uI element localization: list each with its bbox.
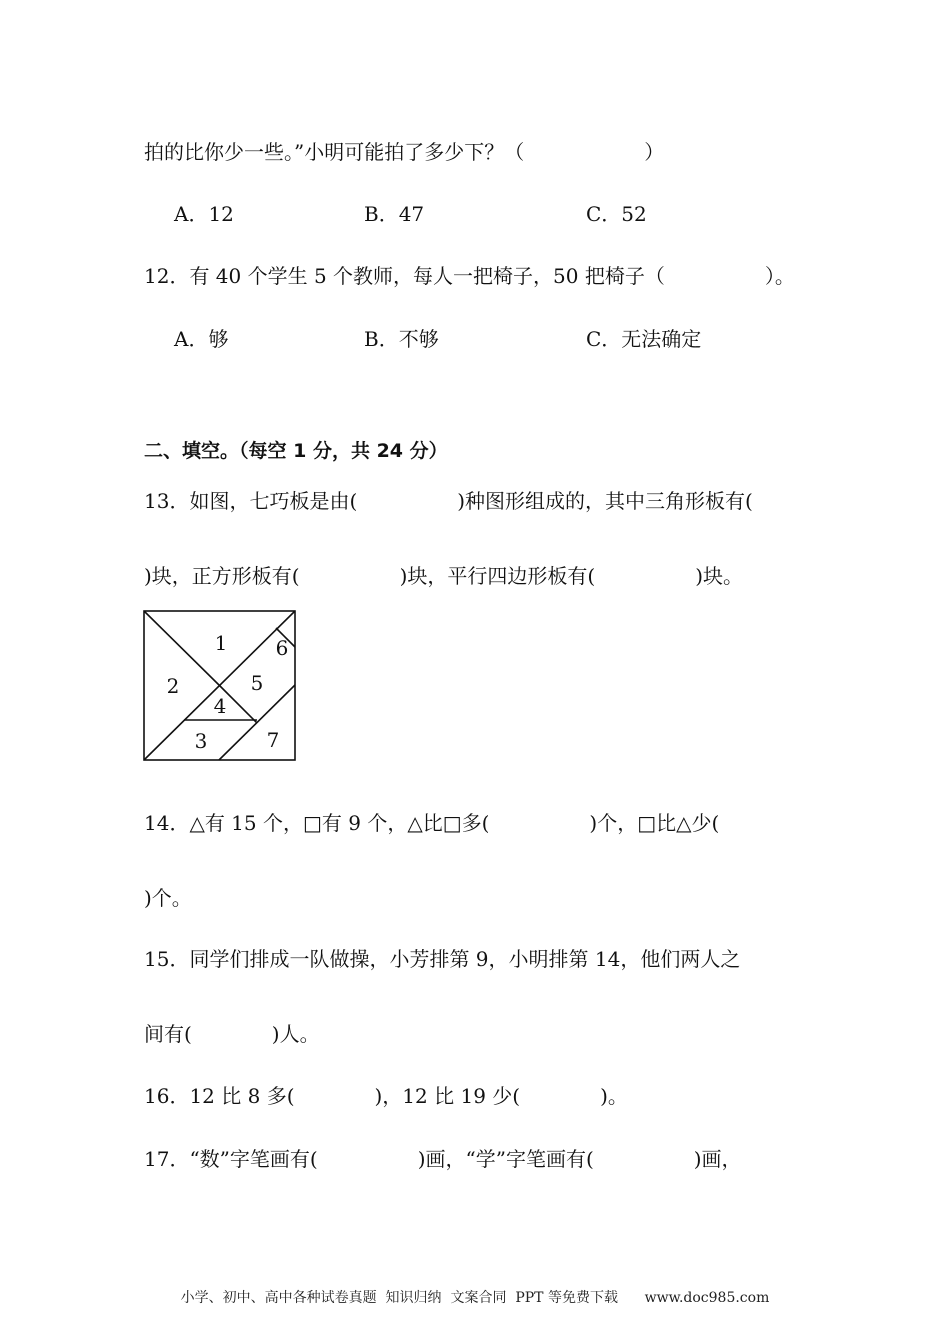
q12-stem: 12．有 40 个学生 5 个教师，每人一把椅子，50 把椅子（ ）。 [144, 264, 795, 288]
tangram-label-7: 7 [266, 728, 280, 752]
q12-option-c: C．无法确定 [586, 327, 702, 351]
q14-line-2: )个。 [144, 886, 192, 910]
q15-line-2: 间有( )人。 [144, 1022, 320, 1046]
q11-option-b: B．47 [364, 202, 425, 226]
tangram-label-5: 5 [250, 671, 264, 695]
q13-line-1: 13．如图，七巧板是由( )种图形组成的，其中三角形板有( [144, 489, 753, 513]
q16-text: 16．12 比 8 多( )，12 比 19 少( )。 [144, 1084, 628, 1108]
q13-line-2: )块，正方形板有( )块，平行四边形板有( )块。 [144, 564, 744, 588]
tangram-label-3: 3 [194, 729, 208, 753]
q12-option-b: B．不够 [364, 327, 439, 351]
tangram-label-1: 1 [214, 631, 228, 655]
q11-option-c: C．52 [586, 202, 647, 226]
q17-text: 17．“数”字笔画有( )画，“学”字笔画有( )画， [144, 1147, 742, 1171]
q12-option-a: A．够 [174, 327, 229, 351]
footer: 小学、初中、高中各种试卷真题 知识归纳 文案合同 PPT 等免费下载 www.doc985.com [180, 1290, 770, 1306]
tangram-label-4: 4 [213, 694, 227, 718]
q14-line-1: 14．△有 15 个，□有 9 个，△比□多( )个，□比△少( [144, 811, 720, 835]
tangram-figure [143, 610, 296, 761]
q11-continuation: 拍的比你少一些。”小明可能拍了多少下？（ ） [144, 140, 665, 164]
q15-line-1: 15．同学们排成一队做操，小芳排第 9，小明排第 14，他们两人之 [144, 947, 741, 971]
q11-option-a: A．12 [174, 202, 234, 226]
section-2-title: 二、填空。（每空 1 分，共 24 分） [144, 440, 448, 462]
tangram-label-2: 2 [166, 674, 180, 698]
tangram-label-6: 6 [275, 636, 289, 660]
